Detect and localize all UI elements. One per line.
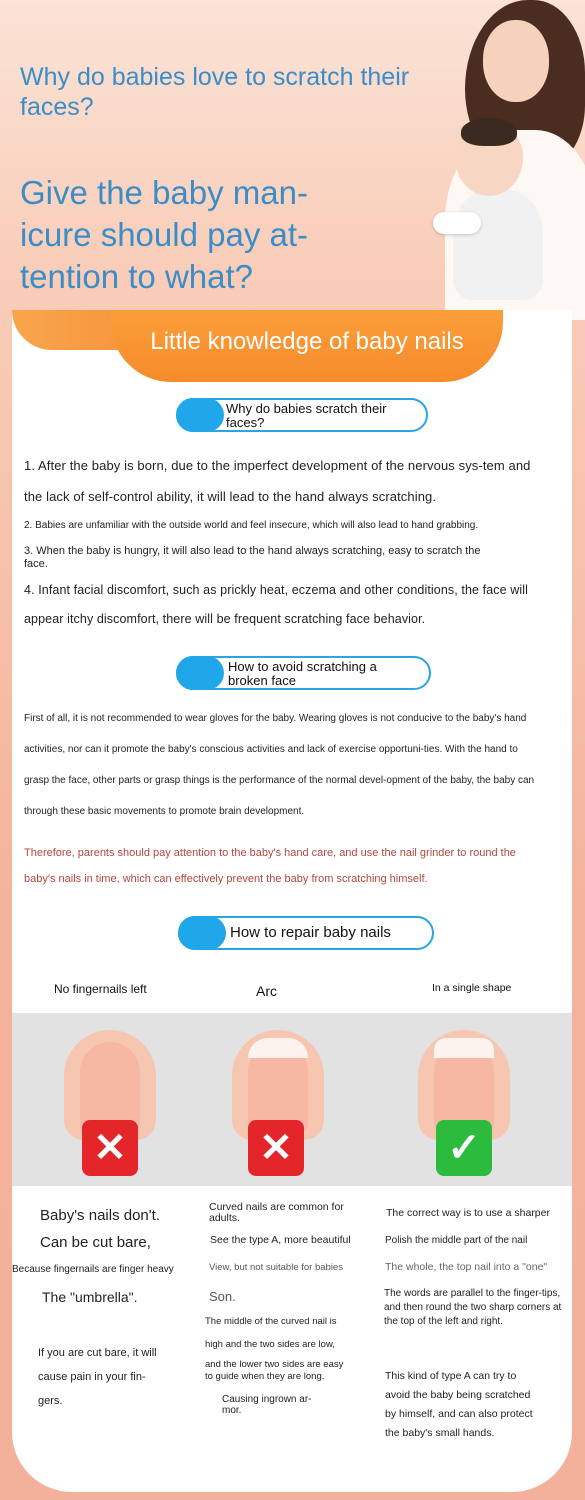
section2-paragraph-1: First of all, it is not recommended to wear gloves for the baby. Wearing gloves is not conducive to the baby's hand activities, nor can it promote the baby's conscious activities and lack of exercise opportuni-ties. With the hand to grasp the face, other parts or grasp things is the performance of the normal devel-opment of the baby, the baby can through these basic movements to promote brain development. [24, 713, 535, 817]
pill-blob-icon [178, 916, 226, 950]
col3-line-5: This kind of type A can try to [385, 1370, 517, 1382]
col3-line-8: the baby's small hands. [385, 1427, 495, 1439]
col2-line-2: See the type A, more beautiful [210, 1234, 351, 1246]
col2-line-4: Son. [209, 1289, 236, 1304]
col2-line-8: to guide when they are long. [205, 1371, 325, 1382]
column-label-single-shape: In a single shape [432, 982, 512, 994]
col2-line-7: and the lower two sides are easy [205, 1359, 344, 1370]
col3-line-3: The whole, the top nail into a "one" [385, 1261, 548, 1273]
col1-line-4: The "umbrella". [42, 1289, 138, 1305]
col3-line-7: by himself, and can also protect [385, 1408, 533, 1420]
header-subtitle: Give the baby man-icure should pay at-tention to what? [20, 174, 308, 295]
mother-and-baby-illustration [425, 0, 585, 320]
col2-line-5: The middle of the curved nail is [205, 1316, 337, 1327]
col3-line-1: The correct way is to use a sharper [386, 1207, 550, 1219]
section1-paragraph-2: 2. Babies are unfamiliar with the outside world and feel insecure, which will also lead to hand grabbing. [24, 520, 479, 531]
section-heading-why-scratch: Why do babies scratch their faces? [176, 398, 428, 432]
pill-blob-icon [176, 398, 224, 432]
cross-mark-icon: ✕ [82, 1120, 138, 1176]
col1-line-3: Because fingernails are finger heavy [12, 1264, 174, 1275]
col1-line-1: Baby's nails don't. [40, 1207, 160, 1224]
nail-grinder-icon [433, 212, 481, 234]
col2-line-9: Causing ingrown ar-mor. [222, 1394, 312, 1416]
col1-line-6: cause pain in your fin- [38, 1371, 146, 1383]
section2-paragraph-2: Therefore, parents should pay attention to the baby's hand care, and use the nail grinder to round the baby's nails in time, which can effectively prevent the baby from scratching himself. [24, 847, 516, 885]
col2-line-3: View, but not suitable for babies [209, 1262, 343, 1273]
col1-line-2: Can be cut bare, [40, 1234, 151, 1251]
col3-line-6: avoid the baby being scratched [385, 1389, 531, 1401]
section1-paragraph-4: 4. Infant facial discomfort, such as prickly heat, eczema and other conditions, the face will appear itchy discomfort, there will be frequent scratching face behavior. [24, 583, 528, 626]
col3-line-2: Polish the middle part of the nail [385, 1235, 528, 1246]
check-mark-icon: ✓ [436, 1120, 492, 1176]
pill-blob-icon [176, 656, 224, 690]
cross-mark-icon: ✕ [248, 1120, 304, 1176]
col3-line-4: The words are parallel to the finger-tips, and then round the two sharp corners at the top of the left and right. [384, 1288, 562, 1327]
col1-line-5: If you are cut bare, it will [38, 1347, 157, 1359]
section-heading-avoid-scratching: How to avoid scratching a broken face [176, 656, 431, 690]
section-heading-repair-nails: How to repair baby nails [178, 916, 434, 950]
section1-paragraph-3: 3. When the baby is hungry, it will also lead to the hand always scratching, easy to scratch the face. [24, 545, 481, 570]
col2-line-6: high and the two sides are low, [205, 1339, 335, 1350]
column-label-arc: Arc [256, 983, 277, 999]
header-question: Why do babies love to scratch their faces? [20, 63, 410, 121]
column-label-no-nails: No fingernails left [54, 982, 147, 996]
card-title: Little knowledge of baby nails [150, 328, 464, 355]
col1-line-7: gers. [38, 1395, 63, 1407]
col2-line-1: Curved nails are common for adults. [209, 1201, 344, 1224]
section1-paragraph-1: 1. After the baby is born, due to the imperfect development of the nervous sys-tem and the lack of self-control ability, it will lead to the hand always scratching. [24, 458, 531, 504]
